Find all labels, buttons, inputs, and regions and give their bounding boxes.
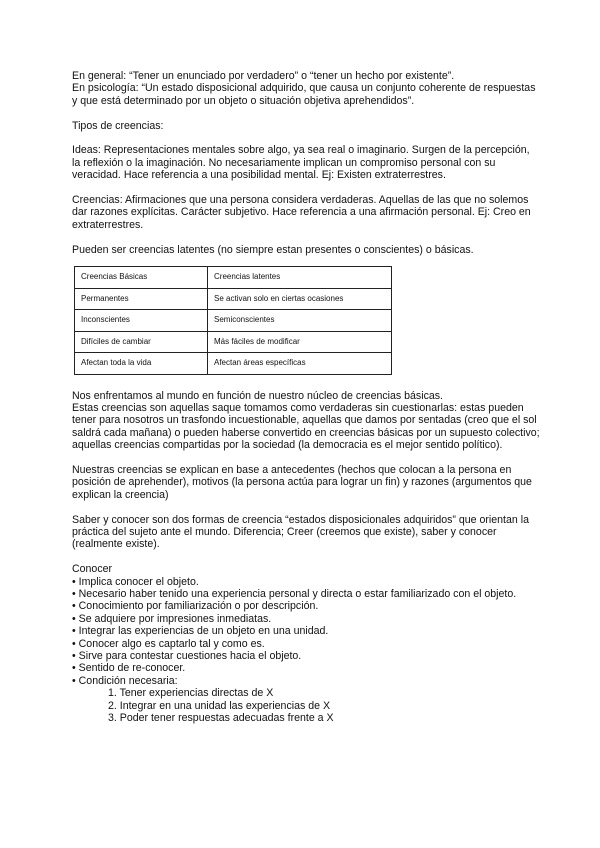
table-cell: Creencias Básicas (75, 267, 208, 289)
list-item: • Sentido de re-conocer. (72, 662, 186, 675)
conocer-list (72, 576, 540, 688)
list-item: • Implica conocer el objeto. (72, 575, 199, 588)
creencias-table (74, 266, 392, 375)
table-cell: Afectan áreas específicas (208, 353, 392, 375)
latentes-intro: Pueden ser creencias latentes (no siempre estan presentes o conscientes) o básicas. (72, 243, 474, 256)
table-cell: Inconscientes (75, 310, 208, 332)
list-item: • Sirve para contestar cuestiones hacia el objeto. (72, 650, 302, 663)
sublist-item: 2. Integrar en una unidad las experiencias de X (108, 699, 331, 712)
condicion-sublist (72, 687, 540, 724)
table-row (75, 288, 392, 310)
intro-general: En general: “Tener un enunciado por verdadero” o “tener un hecho por existente”. (72, 70, 455, 82)
table-cell: Difíciles de cambiar (75, 331, 208, 353)
table-cell: Afectan toda la vida (75, 353, 208, 375)
tipos-heading: Tipos de creencias: (72, 119, 164, 132)
table-row (75, 353, 392, 375)
list-item: • Conocimiento por familiarización o por descripción. (72, 600, 319, 613)
list-item: • Integrar las experiencias de un objeto en una unidad. (72, 625, 329, 638)
list-item: • Necesario haber tenido una experiencia personal y directa o estar familiarizado con el objeto. (72, 587, 517, 600)
list-item: • Se adquiere por impresiones inmediatas. (72, 612, 272, 625)
nucleo-paragraph: Estas creencias son aquellas saque tomamos como verdaderas sin cuestionarlas: estas pueden tener para nosotros un trasfondo incuestionable, aquellas que damos por sentadas (creo que el sol saldrá cada mañana) o pueden haberse convertido en creencias básicas por un supuesto colectivo; aquellas creencias compartidas por la sociedad (la democracia es el mejor sentido político). (72, 401, 540, 452)
table-row (75, 310, 392, 332)
table-cell: Creencias latentes (208, 267, 392, 289)
list-item: • Condición necesaria: (72, 674, 178, 687)
table-cell: Semiconscientes (208, 310, 392, 332)
ideas-paragraph: Ideas: Representaciones mentales sobre algo, ya sea real o imaginario. Surgen de la percepción, la reflexión o la imaginación. No necesariamente implican un compromiso personal con su veracidad. Hace referencia a una posibilidad mental. Ej: Existen extraterrestres. (72, 144, 530, 182)
sublist-item: 3. Poder tener respuestas adecuadas frente a X (108, 712, 334, 725)
table-cell: Se activan solo en ciertas ocasiones (208, 288, 392, 310)
saber-paragraph: Saber y conocer son dos formas de creencia “estados disposicionales adquiridos” que orientan la práctica del sujeto ante el mundo. Diferencia; Creer (creemos que existe), saber y conocer (realmente existe). (72, 513, 529, 551)
sublist-item: 1. Tener experiencias directas de X (108, 687, 274, 700)
antecedentes-paragraph: Nuestras creencias se explican en base a antecedentes (hechos que colocan a la persona en posición de aprehender), motivos (la persona actúa para lograr un fin) y razones (argumentos que explican la creencia) (72, 463, 532, 501)
intro-psicologia: En psicología: “Un estado disposicional adquirido, que causa un conjunto coherente de respuestas y que está determinado por un objeto o situación objetiva aprehendidos”. (72, 82, 536, 107)
list-item: • Conocer algo es captarlo tal y como es. (72, 637, 265, 650)
conocer-heading: Conocer (72, 563, 113, 576)
nucleo-line: Nos enfrentamos al mundo en función de nuestro núcleo de creencias básicas. (72, 389, 444, 402)
table-row (75, 331, 392, 353)
table-cell: Más fáciles de modificar (208, 331, 392, 353)
table-cell: Permanentes (75, 288, 208, 310)
creencias-paragraph: Creencias: Afirmaciones que una persona considera verdaderas. Aquellas de las que no solemos dar razones explícitas. Carácter subjetivo. Hace referencia a una afirmación personal. Ej: Creo en extraterrestres. (72, 194, 531, 231)
table-row (75, 267, 392, 289)
